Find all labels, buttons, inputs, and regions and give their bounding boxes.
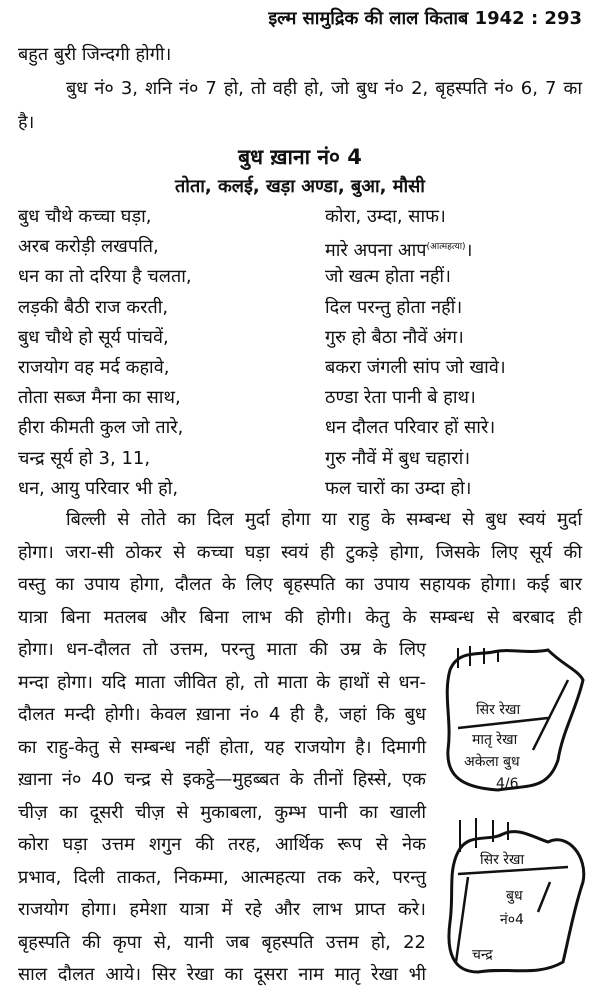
paragraph-line: यात्रा बिना मतलब और बिना लाभ की होगी। केतु के सम्बन्ध से बरबाद ही	[18, 606, 582, 628]
paragraph-line: वस्तु का उपाय होगा, दौलत के लिए बृहस्पति का उपाय सहायक होगा। कई बार	[18, 574, 582, 595]
palm-diagram-2	[438, 812, 593, 982]
verse-left: धन का तो दरिया है चलता,	[18, 266, 192, 288]
palm-diagram-1	[438, 640, 590, 800]
verse-left: लड़की बैठी राज करती,	[18, 296, 169, 318]
verse-right: जो खत्म होता नहीं।	[325, 266, 451, 288]
verse-left: धन, आयु परिवार भी हो,	[18, 477, 179, 499]
paragraph-line: बृहस्पति की कृपा से, यानी जब बृहस्पति उत्तम हो, 22	[18, 931, 426, 953]
verse-left: चन्द्र सूर्य हो 3, 11,	[18, 447, 151, 469]
paragraph-line: चीज़ का दूसरी चीज़ से मुकाबला, कुम्भ पानी का खाली	[18, 801, 426, 823]
verse-right: फल चारों का उम्दा हो।	[325, 477, 472, 499]
diagram-label: नं०4	[500, 912, 524, 928]
verse-text: मारे अपना आप	[325, 240, 427, 262]
paragraph-line: बिल्ली से तोते का दिल मुर्दा होगा या राहु के सम्बन्ध से बुध स्वयं मुर्दा	[66, 509, 582, 530]
paragraph-line: मन्दा होगा। यदि माता जीवित हो, तो माता के हाथों से धन-	[18, 671, 426, 693]
paragraph-line: होगा। धन-दौलत तो उत्तम, परन्तु माता की उम्र के लिए	[18, 639, 426, 660]
paragraph-line: होगा। जरा-सी ठोकर से कच्चा घड़ा स्वयं ही टुकड़े होगा, जिसके लिए सूर्य की	[18, 541, 582, 563]
verse-right: कोरा, उम्दा, साफ।	[325, 206, 446, 227]
diagram-label: सिर रेखा	[476, 702, 521, 718]
verse-left: अरब करोड़ी लखपति,	[18, 236, 159, 258]
paragraph-line: राजयोग होगा। हमेशा यात्रा में रहे और लाभ प्राप्त करे।	[18, 899, 426, 920]
paragraph-line: कोरा घड़ा उत्तम शगुन की तरह, आर्थिक रूप से नेक	[18, 834, 426, 855]
verse-right	[325, 235, 472, 263]
running-header: इल्म सामुद्रिक की लाल किताब 1942 : 293	[268, 8, 582, 29]
paragraph-line: दौलत मन्दी होगी। केवल ख़ाना नं० 4 ही है, जहां कि बुध	[18, 704, 426, 725]
paragraph-line: साल दौलत आये। सिर रेखा का दूसरा नाम मातृ रेखा भी	[18, 964, 426, 985]
paragraph-line: का राहु-केतु से सम्बन्ध नहीं होता, यह राजयोग है। दिमागी	[18, 736, 426, 758]
verse-left: राजयोग वह मर्द कहावे,	[18, 357, 170, 378]
section-title: बुध ख़ाना नं० 4	[238, 145, 362, 169]
verse-right: बकरा जंगली सांप जो खावे।	[325, 357, 506, 378]
verse-left: बुध चौथे हो सूर्य पांचवें,	[18, 326, 169, 348]
diagram-label: चन्द्र	[472, 947, 493, 963]
verse-left: हीरा कीमती कुल जो तारे,	[18, 417, 184, 439]
intro-line: बुध नं० 3, शनि नं० 7 हो, तो वही हो, जो बुध नं० 2, बृहस्पति नं० 6, 7 का	[66, 78, 582, 99]
diagram-label: मातृ रेखा	[472, 732, 518, 748]
verse-right: ठण्डा रेता पानी बे हाथ।	[325, 387, 476, 409]
verse-end: ।	[465, 240, 473, 262]
verse-left: बुध चौथे कच्चा घड़ा,	[18, 206, 152, 227]
section-subtitle: तोता, कलई, खड़ा अण्डा, बुआ, मौसी	[175, 176, 425, 197]
verse-left: तोता सब्ज मैना का साथ,	[18, 387, 181, 409]
paragraph-line: ख़ाना नं० 40 चन्द्र से इकट्ठे—मुहब्बत के तीनों हिस्से, एक	[18, 769, 426, 790]
intro-line: बहुत बुरी जिन्दगी होगी।	[18, 44, 172, 65]
verse-right: दिल परन्तु होता नहीं।	[325, 296, 463, 318]
diagram-label: सिर रेखा	[480, 852, 525, 868]
diagram-label: अकेला बुध	[464, 754, 520, 770]
paragraph-line: प्रभाव, दिली ताकत, निकम्मा, आत्महत्या तक करे, परन्तु	[18, 866, 426, 888]
verse-note: (आत्महत्या)	[426, 242, 466, 253]
verse-right: गुरु नौवें में बुध चहारां।	[325, 447, 471, 469]
diagram-label: बुध	[506, 888, 523, 904]
diagram-label: 4/6	[496, 776, 519, 792]
verse-right: धन दौलत परिवार हों सारे।	[325, 417, 496, 439]
verse-right: गुरु हो बैठा नौवें अंग।	[325, 326, 464, 348]
intro-line: है।	[18, 112, 35, 133]
